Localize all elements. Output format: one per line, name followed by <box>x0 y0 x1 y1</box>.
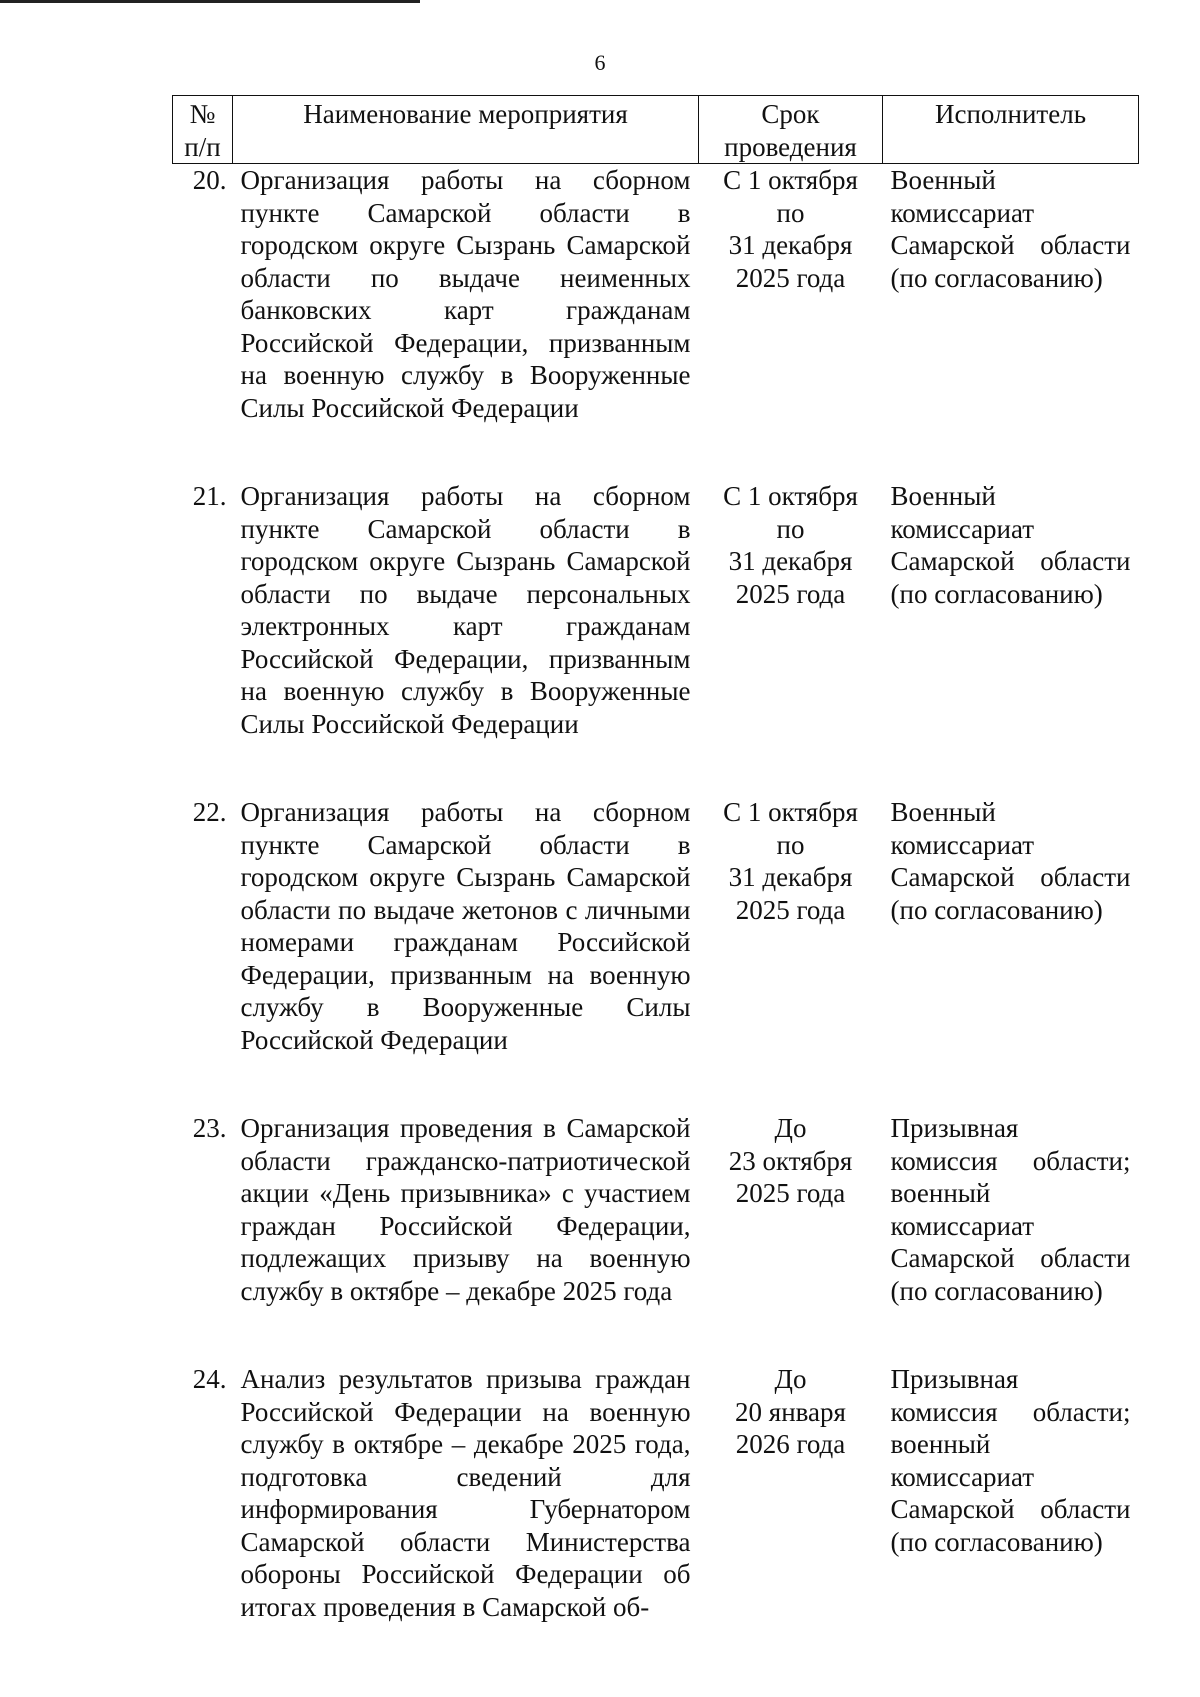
period-line: 31 декабря <box>728 862 853 892</box>
period-line: До <box>774 1113 807 1143</box>
event-period <box>699 1363 883 1623</box>
period-line: по <box>776 829 805 860</box>
table-row <box>173 1363 1139 1623</box>
event-name: Организация проведения в Самарской области гражданско-патриотической акции «День призывника» с участием граждан Российской Федерации, подлежащих призыву на военную службу в октябре – декабре 2025 года <box>240 1113 691 1306</box>
scan-edge-line <box>0 0 420 3</box>
event-period <box>699 796 883 1112</box>
page-number: 6 <box>594 50 606 75</box>
table-row <box>173 1112 1139 1363</box>
event-name: Организация работы на сборном пункте Самарской области в городском округе Сызрань Самарской области по выдаче неименных банковских карт гражданам Российской Федерации, призванным на военную службу в Вооруженные Силы Российской Федерации <box>240 165 691 423</box>
period-line: С 1 октября <box>723 797 858 827</box>
period-line: 2025 года <box>735 578 846 609</box>
period-line: по <box>776 197 805 228</box>
event-executor: Призывная комиссия области; военный комиссариат Самарской области (по согласованию) <box>890 1364 1131 1557</box>
event-period <box>699 480 883 796</box>
row-number: 23. <box>192 1113 227 1143</box>
table-header-row <box>173 96 1139 164</box>
event-executor: Военный комиссариат Самарской области (по согласованию) <box>890 481 1131 609</box>
period-line: 2025 года <box>735 894 846 925</box>
period-line: До <box>774 1364 807 1394</box>
row-number: 24. <box>192 1364 227 1394</box>
table-row <box>173 480 1139 796</box>
header-date <box>699 96 883 164</box>
period-line: 2025 года <box>735 262 846 293</box>
period-line: 2025 года <box>735 1178 846 1208</box>
header-date-line: Срок <box>761 99 820 129</box>
period-line: С 1 октября <box>723 481 858 511</box>
events-table <box>172 95 1139 1623</box>
table-row <box>173 164 1139 481</box>
event-executor: Призывная комиссия области; военный комиссариат Самарской области (по согласованию) <box>890 1113 1131 1306</box>
period-line: 31 декабря <box>728 230 853 260</box>
header-number-line: № <box>189 99 216 129</box>
period-line: по <box>776 513 805 544</box>
header-executor: Исполнитель <box>883 96 1139 164</box>
table-row <box>173 796 1139 1112</box>
event-executor: Военный комиссариат Самарской области (по согласованию) <box>890 797 1131 925</box>
period-line: С 1 октября <box>723 165 858 195</box>
event-name: Анализ результатов призыва граждан Российской Федерации на военную службу в октябре – декабре 2025 года, подготовка сведений для информирования Губернатором Самарской области Министерства обороны Российской Федерации об итогах проведения в Самарской об- <box>240 1364 691 1622</box>
row-number: 20. <box>192 165 227 195</box>
row-number: 22. <box>192 797 227 827</box>
header-number <box>173 96 233 164</box>
row-number: 21. <box>192 481 227 511</box>
period-line: 20 января <box>735 1396 846 1427</box>
event-name: Организация работы на сборном пункте Самарской области в городском округе Сызрань Самарской области по выдаче жетонов с личными номерами гражданам Российской Федерации, призванным на военную службу в Вооруженные Силы Российской Федерации <box>240 797 691 1055</box>
event-period <box>699 164 883 481</box>
event-executor: Военный комиссариат Самарской области (по согласованию) <box>890 165 1131 293</box>
header-number-line: п/п <box>184 131 221 162</box>
period-line: 23 октября <box>728 1145 853 1176</box>
event-name: Организация работы на сборном пункте Самарской области в городском округе Сызрань Самарской области по выдаче персональных электронных карт гражданам Российской Федерации, призванным на военную службу в Вооруженные Силы Российской Федерации <box>240 481 691 739</box>
header-date-line: проведения <box>724 131 857 162</box>
period-line: 2026 года <box>735 1429 846 1459</box>
event-period <box>699 1112 883 1363</box>
period-line: 31 декабря <box>728 546 853 576</box>
header-name: Наименование мероприятия <box>233 96 699 164</box>
